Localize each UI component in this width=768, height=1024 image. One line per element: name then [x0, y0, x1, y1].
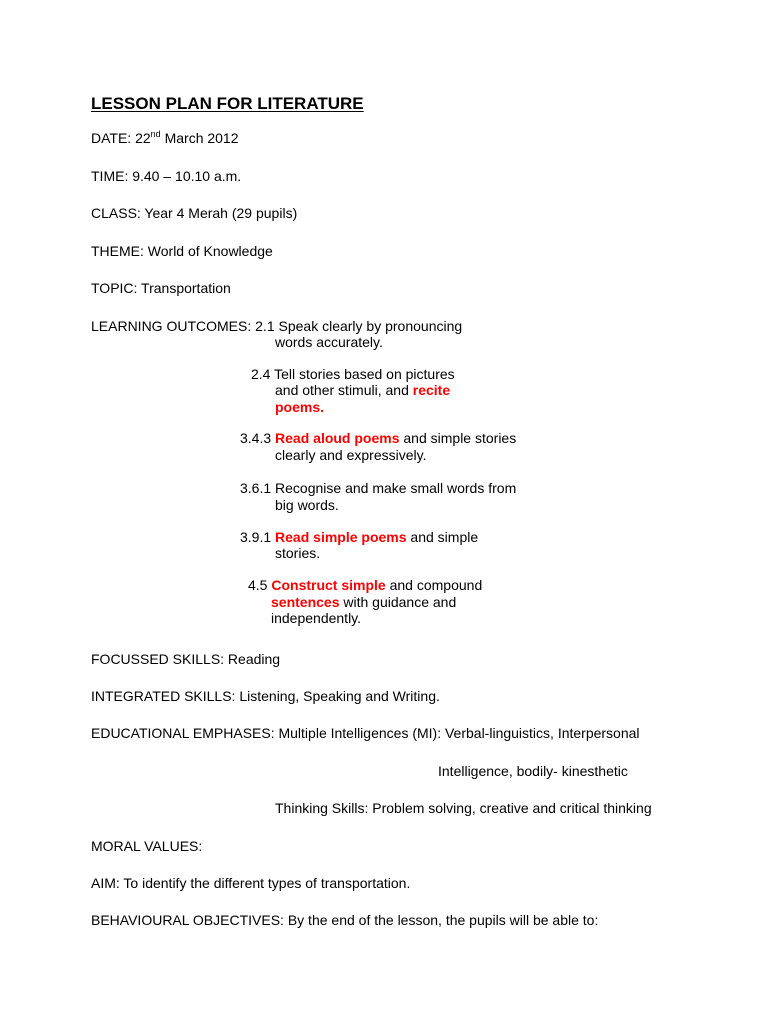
lo-highlight: sentences — [271, 594, 340, 610]
lo-text: words accurately. — [275, 334, 383, 350]
lo-text: Tell stories based on pictures — [274, 366, 455, 382]
lo-text — [271, 594, 456, 611]
page-title: LESSON PLAN FOR LITERATURE — [91, 94, 364, 113]
educational-emphases-line-2: Intelligence, bodily- kinesthetic — [438, 763, 628, 779]
lo-item — [248, 577, 482, 594]
lo-text-segment: with guidance and — [343, 594, 457, 610]
lo-text — [275, 382, 450, 399]
class-line: CLASS: Year 4 Merah (29 pupils) — [91, 205, 298, 221]
lo-number: 2.1 — [255, 318, 275, 334]
lo-text-segment: and other stimuli, and — [275, 382, 409, 398]
topic-line: TOPIC: Transportation — [91, 280, 231, 296]
lo-highlight: Read simple poems — [275, 529, 407, 545]
lo-item — [251, 366, 455, 383]
date-line — [91, 130, 239, 147]
lo-text: clearly and expressively. — [275, 447, 427, 463]
lo-highlight: recite — [412, 382, 451, 398]
lo-text: independently. — [271, 610, 362, 626]
lo-number: 3.9.1 — [240, 529, 272, 545]
educational-emphases-line: EDUCATIONAL EMPHASES: Multiple Intelligences (MI): Verbal-linguistics, Interpersonal — [91, 725, 640, 741]
integrated-skills-line: INTEGRATED SKILLS: Listening, Speaking and Writing. — [91, 688, 440, 704]
lo-text-segment: and simple — [410, 529, 479, 545]
lo-text-segment: Recognise and make small words from — [275, 480, 517, 496]
lo-text: big words. — [275, 497, 339, 513]
date-suffix: nd — [150, 129, 161, 139]
time-line: TIME: 9.40 – 10.10 a.m. — [91, 168, 242, 184]
lo-number: 3.6.1 — [240, 480, 272, 496]
focussed-skills-line: FOCUSSED SKILLS: Reading — [91, 651, 281, 667]
date-rest: March 2012 — [164, 130, 239, 146]
date-day: 22 — [135, 130, 151, 146]
aim-line: AIM: To identify the different types of transportation. — [91, 875, 411, 891]
lo-highlight: Construct simple — [271, 577, 386, 593]
lo-number: 4.5 — [248, 577, 268, 593]
lo-highlight: poems. — [275, 399, 325, 415]
lo-highlight: Read aloud poems — [275, 430, 400, 446]
lo-text-segment: and compound — [389, 577, 483, 593]
lo-number: 3.4.3 — [240, 430, 272, 446]
moral-values-line: MORAL VALUES: — [91, 838, 203, 854]
learning-outcomes-line — [91, 318, 462, 335]
behavioural-objectives-line: BEHAVIOURAL OBJECTIVES: By the end of the lesson, the pupils will be able to: — [91, 912, 599, 928]
lo-text: stories. — [275, 545, 321, 561]
lo-text: Speak clearly by pronouncing — [278, 318, 463, 334]
lo-item — [240, 480, 516, 497]
thinking-skills-line: Thinking Skills: Problem solving, creative and critical thinking — [275, 800, 652, 816]
lo-text-segment: and simple stories — [403, 430, 517, 446]
lo-item — [240, 529, 478, 546]
lo-item — [240, 430, 516, 447]
learning-outcomes-label: LEARNING OUTCOMES: — [91, 318, 252, 334]
lo-number: 2.4 — [251, 366, 271, 382]
date-label: DATE: — [91, 130, 132, 146]
theme-line: THEME: World of Knowledge — [91, 243, 273, 259]
